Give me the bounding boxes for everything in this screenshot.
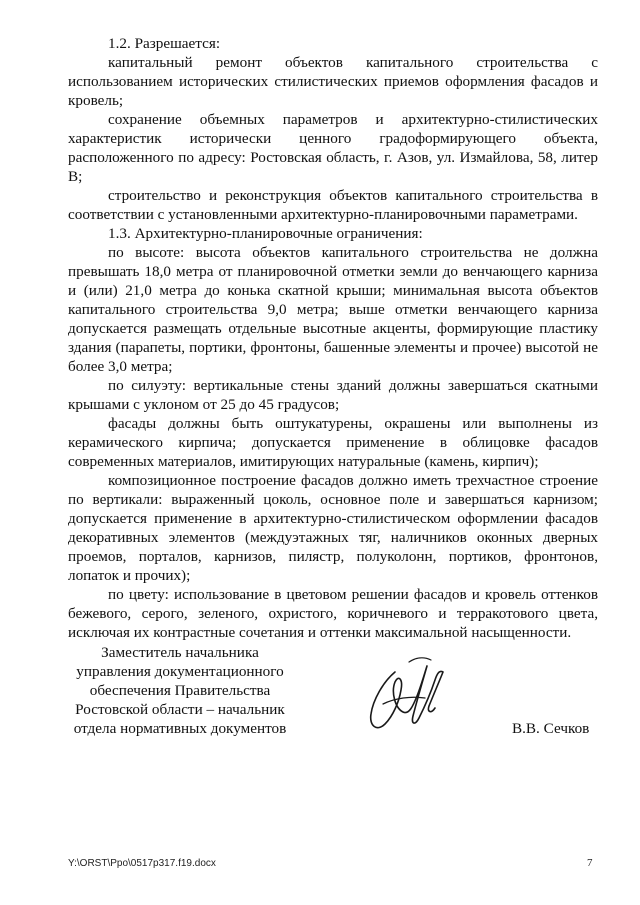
paragraph-color: по цвету: использование в цветовом решении фасадов и кровель оттенков бежевого, серого, зеленого, охристого, коричневого и терракотового цвета, исключая их контрастные сочетания и оттенки максимальной насыщенности.	[68, 586, 598, 641]
position-line: Ростовской области – начальник	[75, 701, 285, 718]
paragraph-preservation: сохранение объемных параметров и архитектурно-стилистических характеристик исторически ценного градоформирующего объекта, расположенного по адресу: Ростовская область, г. Азов, ул. Измайлова, 58, литер В;	[68, 111, 598, 185]
position-line: управления документационного	[76, 663, 284, 680]
paragraph-construction: строительство и реконструкция объектов капитального строительства в соответствии с установленными архитектурно-планировочными параметрами.	[68, 187, 598, 223]
position-line: обеспечения Правительства	[89, 682, 271, 699]
paragraph-silhouette: по силуэту: вертикальные стены зданий должны завершаться скатными крышами с уклоном от 25 до 45 градусов;	[68, 377, 598, 413]
paragraph-height: по высоте: высота объектов капитального строительства не должна превышать 18,0 метра от планировочной отметки земли до венчающего карниза и (или) 21,0 метра до конька скатной крыши; минимальная высота объектов капитального строительства 9,0 метра; выше отметки венчающего карниза допускается размещать отдельные высотные акценты, формирующие пластику здания (парапеты, портики, фронтоны, башенные элементы и прочее) высотой не более 3,0 метра;	[68, 244, 598, 375]
position-line: Заместитель начальника	[101, 644, 259, 661]
paragraph-facades: фасады должны быть оштукатурены, окрашены или выполнены из керамического кирпича; допускается применение в облицовке фасадов современных материалов, имитирующих натуральные (камень, кирпич);	[68, 415, 598, 470]
document-body	[68, 34, 598, 642]
handwritten-signature	[365, 652, 455, 736]
signatory-name: В.В. Сечков	[512, 720, 590, 737]
signatory-position	[60, 643, 300, 738]
paragraph-capital-repair: капитальный ремонт объектов капитального строительства с использованием исторических стилистических приемов оформления фасадов и кровель;	[68, 54, 598, 109]
section-1-2-heading: 1.2. Разрешается:	[108, 35, 221, 52]
footer-file-path: Y:\ORST\Ppo\0517p317.f19.docx	[68, 858, 216, 869]
position-line: отдела нормативных документов	[73, 720, 287, 737]
paragraph-composition: композиционное построение фасадов должно иметь трехчастное строение по вертикали: выраженный цоколь, основное поле и завершаться карнизом; допускается применение в архитектурно-стилистическом оформлении фасадов декоративных элементов (междуэтажных тяг, наличников оконных дверных проемов, порталов, карнизов, пилястр, полуколонн, портиков, фронтонов, лопаток и прочих);	[68, 472, 598, 584]
section-1-3-heading: 1.3. Архитектурно-планировочные ограничения:	[108, 225, 423, 242]
page-number: 7	[587, 857, 593, 869]
